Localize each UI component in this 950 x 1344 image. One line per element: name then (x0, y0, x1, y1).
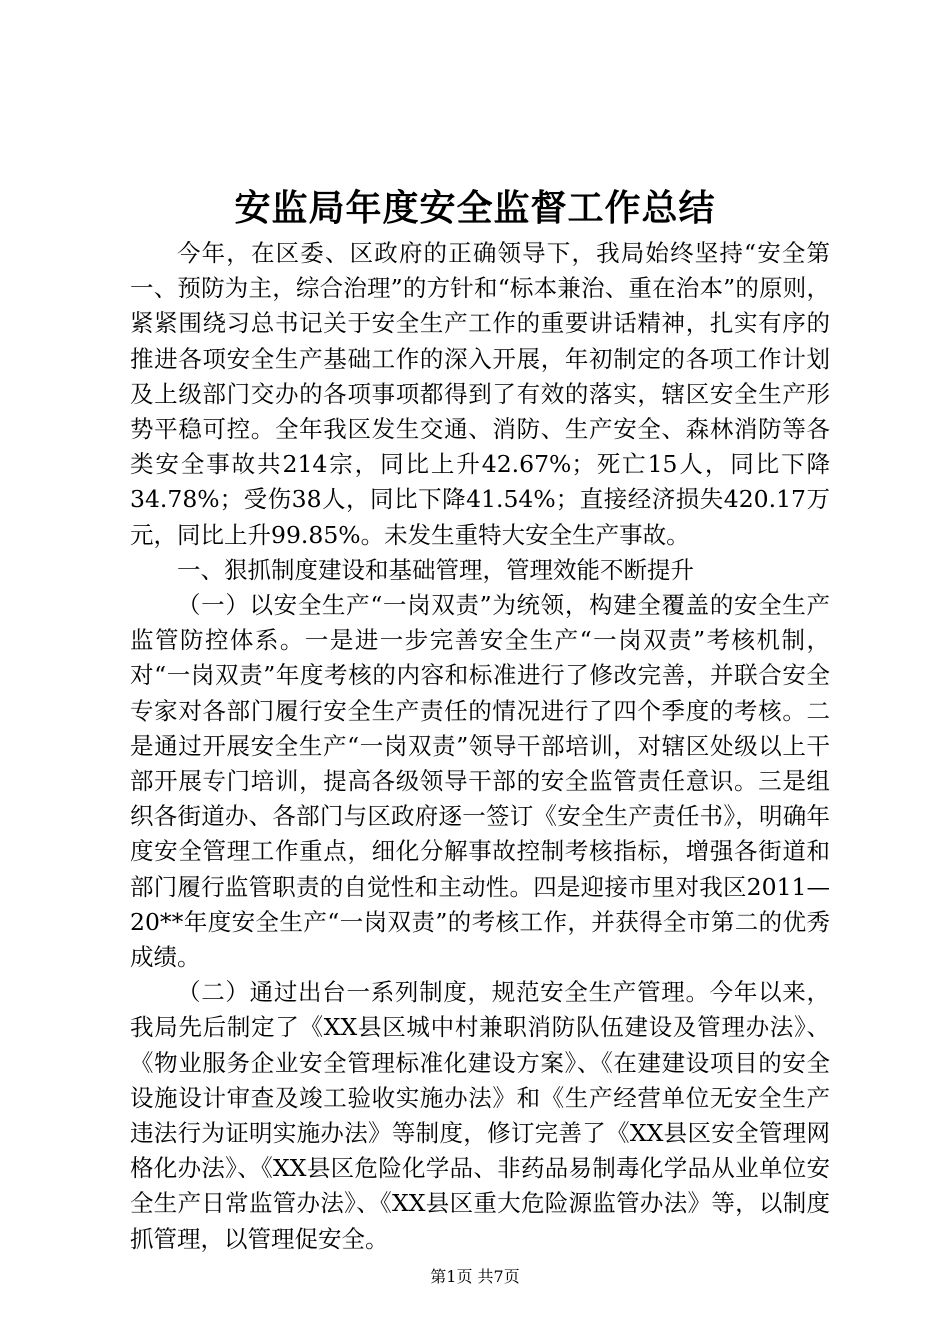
document-body (130, 236, 830, 1257)
document-title: 安监局年度安全监督工作总结 (234, 187, 716, 229)
paragraph-subsection-1: （一）以安全生产“一岗双责”为统领，构建全覆盖的安全生产监管防控体系。一是进一步完善安全生产“一岗双责”考核机制，对“一岗双责”年度考核的内容和标准进行了修改完善，并联合安全专家对各部门履行安全生产责任的情况进行了四个季度的考核。二是通过开展安全生产“一岗双责”领导干部培训，对辖区处级以上干部开展专门培训，提高各级领导干部的安全监管责任意识。三是组织各街道办、各部门与区政府逐一签订《安全生产责任书》，明确年度安全管理工作重点，细化分解事故控制考核指标，增强各街道和部门履行监管职责的自觉性和主动性。四是迎接市里对我区2011—20**年度安全生产“一岗双责”的考核工作，并获得全市第二的优秀成绩。 (130, 591, 830, 972)
section-heading-1: 一、狠抓制度建设和基础管理，管理效能不断提升 (177, 555, 694, 584)
paragraph-intro: 今年，在区委、区政府的正确领导下，我局始终坚持“安全第一、预防为主，综合治理”的方针和“标本兼治、重在治本”的原则，紧紧围绕习总书记关于安全生产工作的重要讲话精神，扎实有序的推进各项安全生产基础工作的深入开展，年初制定的各项工作计划及上级部门交办的各项事项都得到了有效的落实，辖区安全生产形势平稳可控。全年我区发生交通、消防、生产安全、森林消防等各类安全事故共214宗，同比上升42.67%；死亡15人，同比下降34.78%；受伤38人，同比下降41.54%；直接经济损失420.17万元，同比上升99.85%。未发生重特大安全生产事故。 (130, 239, 830, 549)
paragraph-subsection-2: （二）通过出台一系列制度，规范安全生产管理。今年以来，我局先后制定了《XX县区城中村兼职消防队伍建设及管理办法》、《物业服务企业安全管理标准化建设方案》、《在建建设项目的安全设施设计审查及竣工验收实施办法》和《生产经营单位无安全生产违法行为证明实施办法》等制度，修订完善了《XX县区安全管理网格化办法》、《XX县区危险化学品、非药品易制毒化学品从业单位安全生产日常监管办法》、《XX县区重大危险源监管办法》等，以制度抓管理，以管理促安全。 (130, 978, 830, 1253)
page-number: 第1页 共7页 (430, 1267, 520, 1286)
